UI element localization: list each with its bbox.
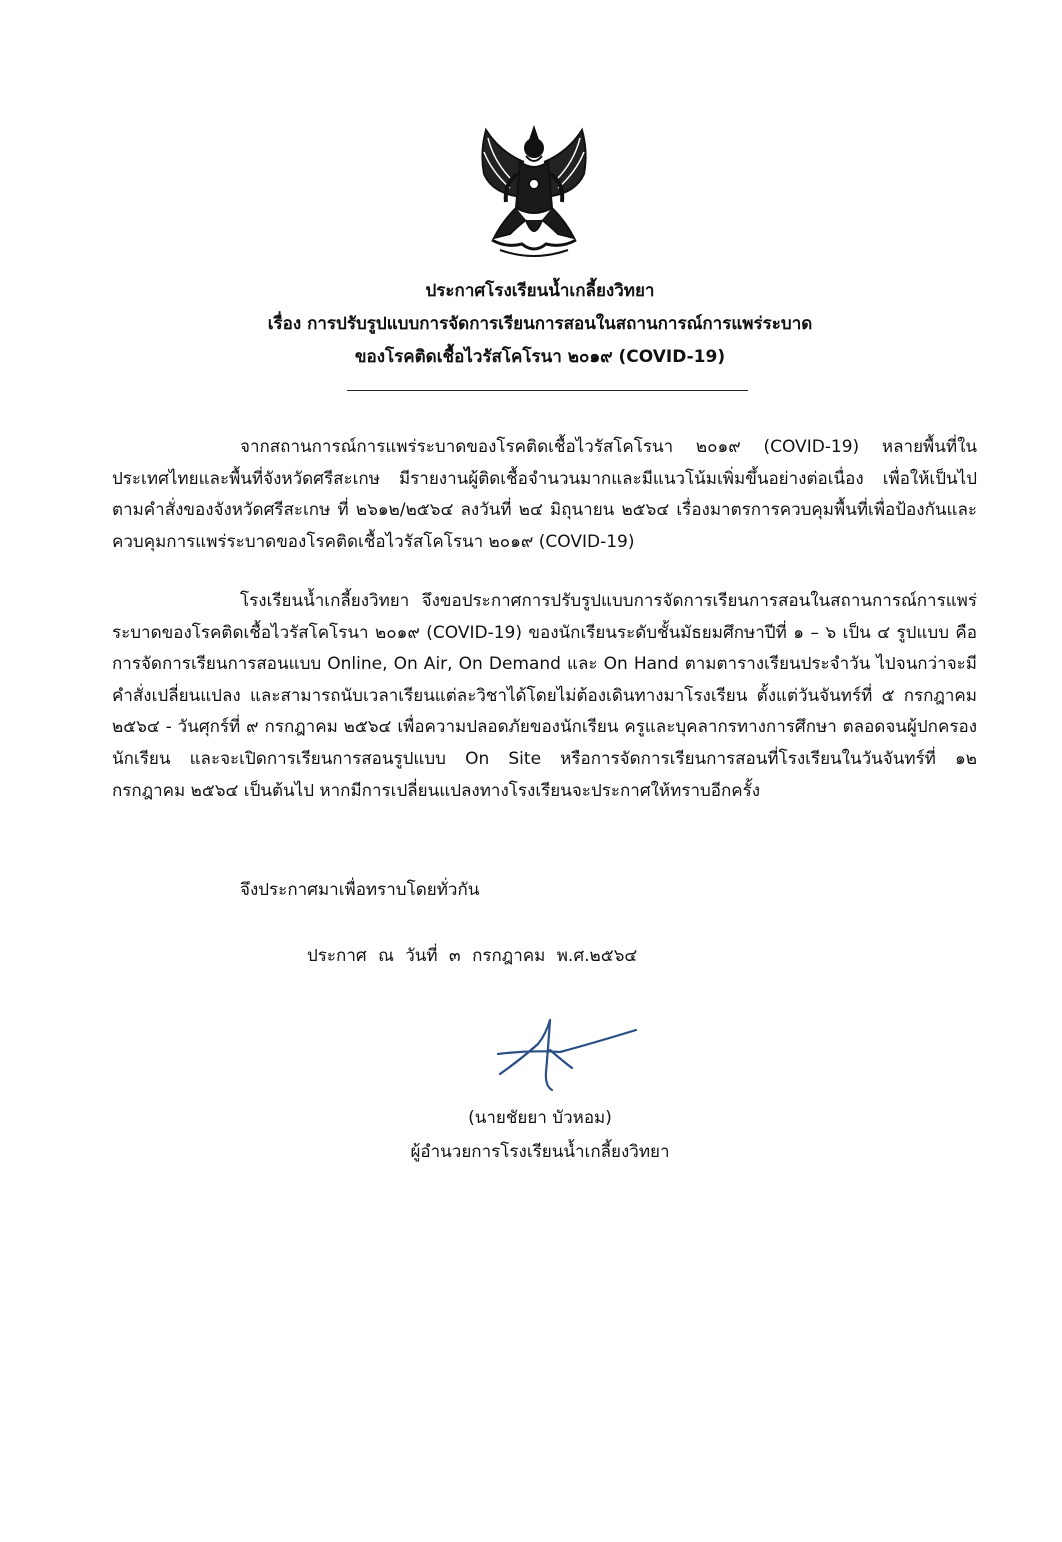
- announcement-subject-cont: ของโรคติดเชื้อไวรัสโคโรนา ๒๐๑๙ (COVID-19): [354, 347, 726, 367]
- garuda-emblem-icon: [466, 122, 602, 262]
- announcement-date: ประกาศ ณ วันที่ ๓ กรกฎาคม พ.ศ.๒๕๖๔: [307, 946, 638, 966]
- signer-name: (นายชัยยา บัวหอม): [468, 1108, 612, 1128]
- signature-icon: [490, 1010, 640, 1096]
- body-paragraph-1: จากสถานการณ์การแพร่ระบาดของโรคติดเชื้อไวรัสโคโรนา ๒๐๑๙ (COVID-19) หลายพื้นที่ในประเทศไทยและพื้นที่จังหวัดศรีสะเกษ มีรายงานผู้ติดเชื้อจำนวนมากและมีแนวโน้มเพิ่มขึ้นอย่างต่อเนื่อง เพื่อให้เป็นไปตามคำสั่งของจังหวัดศรีสะเกษ ที่ ๒๖๑๒/๒๕๖๔ ลงวันที่ ๒๔ มิถุนายน ๒๕๖๔ เรื่องมาตรการควบคุมพื้นที่เพื่อป้องกันและควบคุมการแพร่ระบาดของโรคติดเชื้อไวรัสโคโรนา ๒๐๑๙ (COVID-19): [112, 437, 977, 552]
- announcement-subject: เรื่อง การปรับรูปแบบการจัดการเรียนการสอนในสถานการณ์การแพร่ระบาด: [267, 314, 813, 334]
- signer-position: ผู้อำนวยการโรงเรียนน้ำเกลี้ยงวิทยา: [410, 1142, 670, 1162]
- closing-statement: จึงประกาศมาเพื่อทราบโดยทั่วกัน: [240, 880, 480, 900]
- header-divider: [347, 390, 748, 391]
- body-paragraph-2: โรงเรียนน้ำเกลี้ยงวิทยา จึงขอประกาศการปรับรูปแบบการจัดการเรียนการสอนในสถานการณ์การแพร่ระบาดของโรคติดเชื้อไวรัสโคโรนา ๒๐๑๙ (COVID-19) ของนักเรียนระดับชั้นมัธยมศึกษาปีที่ ๑ – ๖ เป็น ๔ รูปแบบ คือ การจัดการเรียนการสอนแบบ Online, On Air, On Demand และ On Hand ตามตารางเรียนประจำวัน ไปจนกว่าจะมีคำสั่งเปลี่ยนแปลง และสามารถนับเวลาเรียนแต่ละวิชาได้โดยไม่ต้องเดินทางมาโรงเรียน ตั้งแต่วันจันทร์ที่ ๕ กรกฎาคม ๒๕๖๔ - วันศุกร์ที่ ๙ กรกฎาคม ๒๕๖๔ เพื่อความปลอดภัยของนักเรียน ครูและบุคลากรทางการศึกษา ตลอดจนผู้ปกครองนักเรียน และจะเปิดการเรียนการสอนรูปแบบ On Site หรือการจัดการเรียนการสอนที่โรงเรียนในวันจันทร์ที่ ๑๒ กรกฎาคม ๒๕๖๔ เป็นต้นไป หากมีการเปลี่ยนแปลงทางโรงเรียนจะประกาศให้ทราบอีกครั้ง: [112, 591, 977, 801]
- announcement-title: ประกาศโรงเรียนน้ำเกลี้ยงวิทยา: [425, 281, 655, 301]
